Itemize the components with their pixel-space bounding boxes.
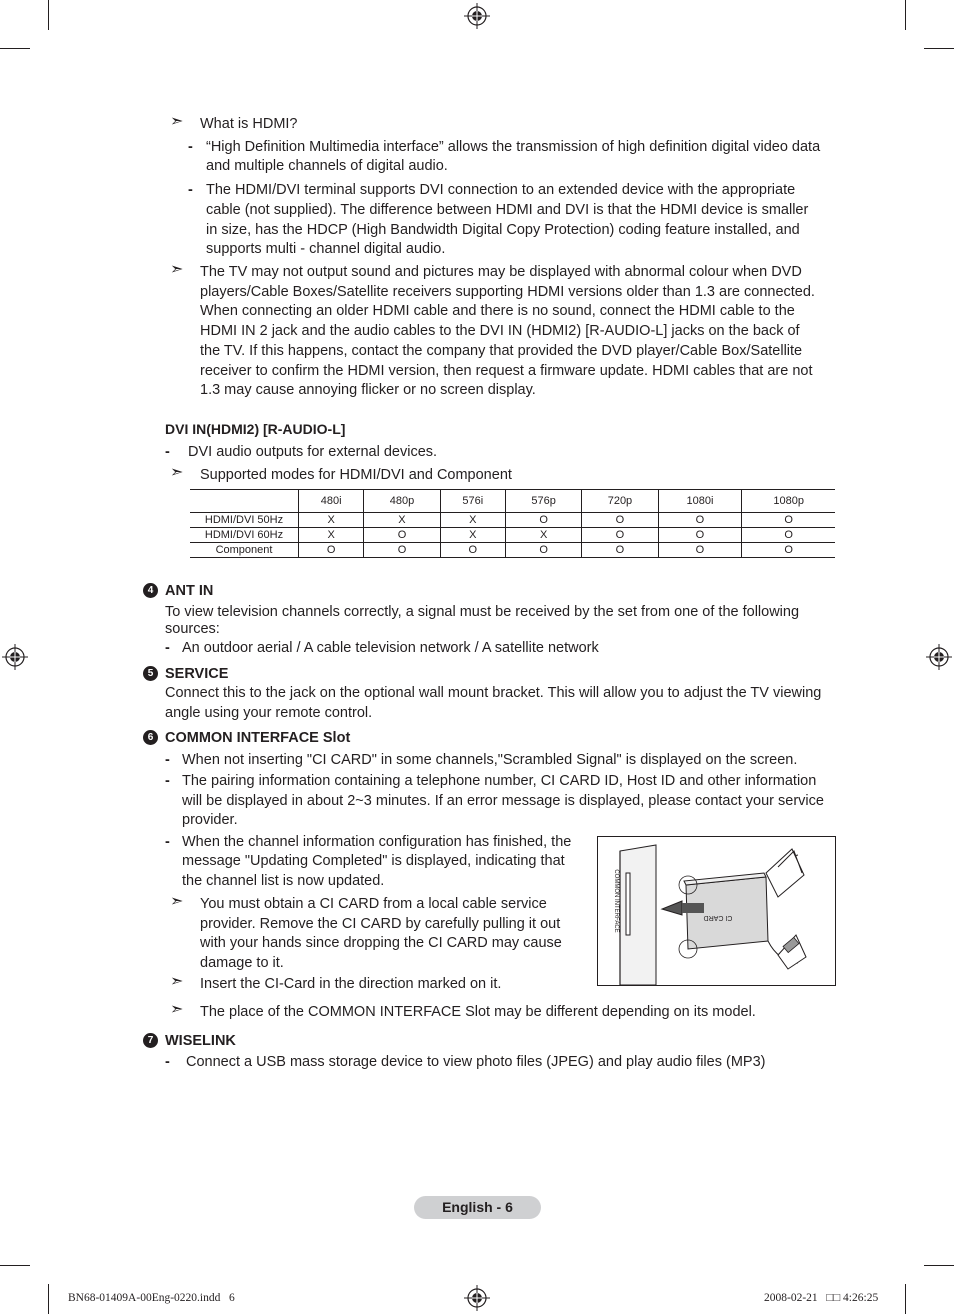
note-text: damage to it. <box>200 955 284 971</box>
table-cell: X <box>440 513 505 528</box>
note-text: players/Cable Boxes/Satellite receivers supporting HDMI versions older than 1.3 are connected. <box>200 284 815 300</box>
registration-mark-icon <box>464 1285 490 1311</box>
table-cell: X <box>299 513 364 528</box>
list-item: provider. <box>182 812 238 828</box>
list-item: “High Definition Multimedia interface” allows the transmission of high definition digital video data <box>206 139 821 155</box>
bullet-dash-icon: - <box>188 139 193 155</box>
list-item: supports multi - channel digital audio. <box>206 241 446 257</box>
body-text: angle using your remote control. <box>165 705 373 721</box>
section-heading-ant-in: ANT IN <box>165 583 214 599</box>
table-cell: HDMI/DVI 50Hz <box>190 513 299 528</box>
list-item: in size, has the HDCP (High Bandwidth Digital Copy Protection) coding feature installed, and <box>206 222 800 238</box>
note-arrow-icon: ➣ <box>170 893 184 910</box>
file-slug: BN68-01409A-00Eng-0220.indd 6 <box>68 1292 235 1304</box>
table-cell: Component <box>190 543 299 558</box>
table-cell: O <box>658 528 742 543</box>
table-cell: O <box>582 543 658 558</box>
table-header-cell: 1080p <box>742 490 835 513</box>
table-row <box>190 528 835 543</box>
table-cell: O <box>742 543 835 558</box>
crop-mark <box>0 48 30 49</box>
note-text: receiver to confirm the HDMI version, then request a firmware update. HDMI cables that are not <box>200 363 813 379</box>
table-cell: X <box>299 528 364 543</box>
note-text: the TV. If this happens, contact the company that provided the DVD player/Cable Box/Satellite <box>200 343 803 359</box>
table-header-row <box>190 490 835 513</box>
section-number-badge: 4 <box>143 583 158 598</box>
note-arrow-icon: ➣ <box>170 113 184 130</box>
crop-mark <box>905 1284 906 1314</box>
bullet-dash-icon: - <box>165 640 170 656</box>
section-number-badge: 7 <box>143 1033 158 1048</box>
list-item: An outdoor aerial / A cable television network / A satellite network <box>182 640 599 656</box>
list-item: will be displayed in about 2~3 minutes. If an error message is displayed, please contact your service <box>182 793 824 809</box>
table-cell: O <box>658 543 742 558</box>
table-header-cell: 1080i <box>658 490 742 513</box>
table-header-cell <box>190 490 299 513</box>
body-text: To view television channels correctly, a signal must be received by the set from one of the following <box>165 604 800 620</box>
note-text: 1.3 may cause annoying flicker or no screen display. <box>200 382 536 398</box>
table-cell: X <box>440 528 505 543</box>
note-text: with your hands since dropping the CI CARD may cause <box>200 935 562 951</box>
note-arrow-icon: ➣ <box>170 1001 184 1018</box>
note-text: You must obtain a CI CARD from a local cable service <box>200 896 547 912</box>
bullet-dash-icon: - <box>165 444 170 460</box>
note-text: What is HDMI? <box>200 116 298 132</box>
bullet-dash-icon: - <box>165 752 170 768</box>
table-cell: O <box>505 543 581 558</box>
list-item: the channel list is now updated. <box>182 873 385 889</box>
list-item: When not inserting "CI CARD" in some channels,"Scrambled Signal" is displayed on the screen. <box>182 752 798 768</box>
list-item: The pairing information containing a telephone number, CI CARD ID, Host ID and other information <box>182 773 817 789</box>
table-cell: O <box>582 513 658 528</box>
table-cell: O <box>364 543 440 558</box>
table-cell: HDMI/DVI 60Hz <box>190 528 299 543</box>
body-text: Connect this to the jack on the optional wall mount bracket. This will allow you to adjust the TV viewing <box>165 685 822 701</box>
note-text: HDMI IN 2 jack and the audio cables to the DVI IN (HDMI2) [R-AUDIO-L] jacks on the back of <box>200 323 800 339</box>
date-slug: 2008-02-21 □□ 4:26:25 <box>764 1292 879 1304</box>
crop-mark <box>48 0 49 30</box>
ci-slot-label: COMMON INTERFACE <box>613 869 619 933</box>
bullet-dash-icon: - <box>188 182 193 198</box>
body-text: sources: <box>165 621 220 637</box>
table-row <box>190 513 835 528</box>
table-header-cell: 480i <box>299 490 364 513</box>
section-heading-common-interface: COMMON INTERFACE Slot <box>165 730 351 746</box>
table-cell: O <box>742 528 835 543</box>
table-cell: O <box>505 513 581 528</box>
table-cell: O <box>364 528 440 543</box>
table-cell: X <box>364 513 440 528</box>
table-row <box>190 543 835 558</box>
table-header-cell: 576i <box>440 490 505 513</box>
registration-mark-icon <box>2 644 28 670</box>
list-item: DVI audio outputs for external devices. <box>188 444 438 460</box>
section-number-badge: 6 <box>143 730 158 745</box>
note-text: The place of the COMMON INTERFACE Slot may be different depending on its model. <box>200 1004 756 1020</box>
section-number-badge: 5 <box>143 666 158 681</box>
page-number-badge: English - 6 <box>414 1196 541 1219</box>
table-cell: O <box>440 543 505 558</box>
list-item: When the channel information configuration has finished, the <box>182 834 572 850</box>
ci-card-drawing <box>598 837 835 985</box>
note-text: When connecting an older HDMI cable and there is no sound, connect the HDMI cable to the <box>200 303 795 319</box>
table-header-cell: 480p <box>364 490 440 513</box>
table-header-cell: 720p <box>582 490 658 513</box>
crop-mark <box>905 0 906 30</box>
note-text: Insert the CI-Card in the direction marked on it. <box>200 976 502 992</box>
list-item: and multiple channels of digital audio. <box>206 158 448 174</box>
section-heading-service: SERVICE <box>165 666 229 682</box>
section-heading-dvi: DVI IN(HDMI2) [R-AUDIO-L] <box>165 421 346 437</box>
note-arrow-icon: ➣ <box>170 973 184 990</box>
table-cell: X <box>505 528 581 543</box>
note-text: The TV may not output sound and pictures may be displayed with abnormal colour when DVD <box>200 264 802 280</box>
bullet-dash-icon: - <box>165 1054 170 1070</box>
table-cell: O <box>658 513 742 528</box>
list-item: cable (not supplied). The difference between HDMI and DVI is that the HDMI device is smaller <box>206 202 809 218</box>
supported-modes-table <box>190 489 835 558</box>
bullet-dash-icon: - <box>165 834 170 850</box>
crop-mark <box>0 1265 30 1266</box>
table-cell: O <box>299 543 364 558</box>
crop-mark <box>924 48 954 49</box>
bullet-dash-icon: - <box>165 773 170 789</box>
registration-mark-icon <box>926 644 952 670</box>
crop-mark <box>48 1284 49 1314</box>
ci-card-illustration <box>597 836 836 986</box>
table-header-cell: 576p <box>505 490 581 513</box>
table-cell: O <box>742 513 835 528</box>
crop-mark <box>924 1265 954 1266</box>
note-text: provider. Remove the CI CARD by carefully pulling it out <box>200 916 561 932</box>
list-item: The HDMI/DVI terminal supports DVI connection to an extended device with the appropriate <box>206 182 796 198</box>
ci-card-label: CI CARD <box>703 914 733 921</box>
registration-mark-icon <box>464 3 490 29</box>
section-heading-wiselink: WISELINK <box>165 1033 236 1049</box>
table-cell: O <box>582 528 658 543</box>
note-arrow-icon: ➣ <box>170 464 184 481</box>
list-item: Connect a USB mass storage device to view photo files (JPEG) and play audio files (MP3) <box>186 1054 766 1070</box>
list-item: message "Updating Completed" is displayed, indicating that <box>182 853 565 869</box>
note-arrow-icon: ➣ <box>170 261 184 278</box>
note-text: Supported modes for HDMI/DVI and Component <box>200 467 512 483</box>
